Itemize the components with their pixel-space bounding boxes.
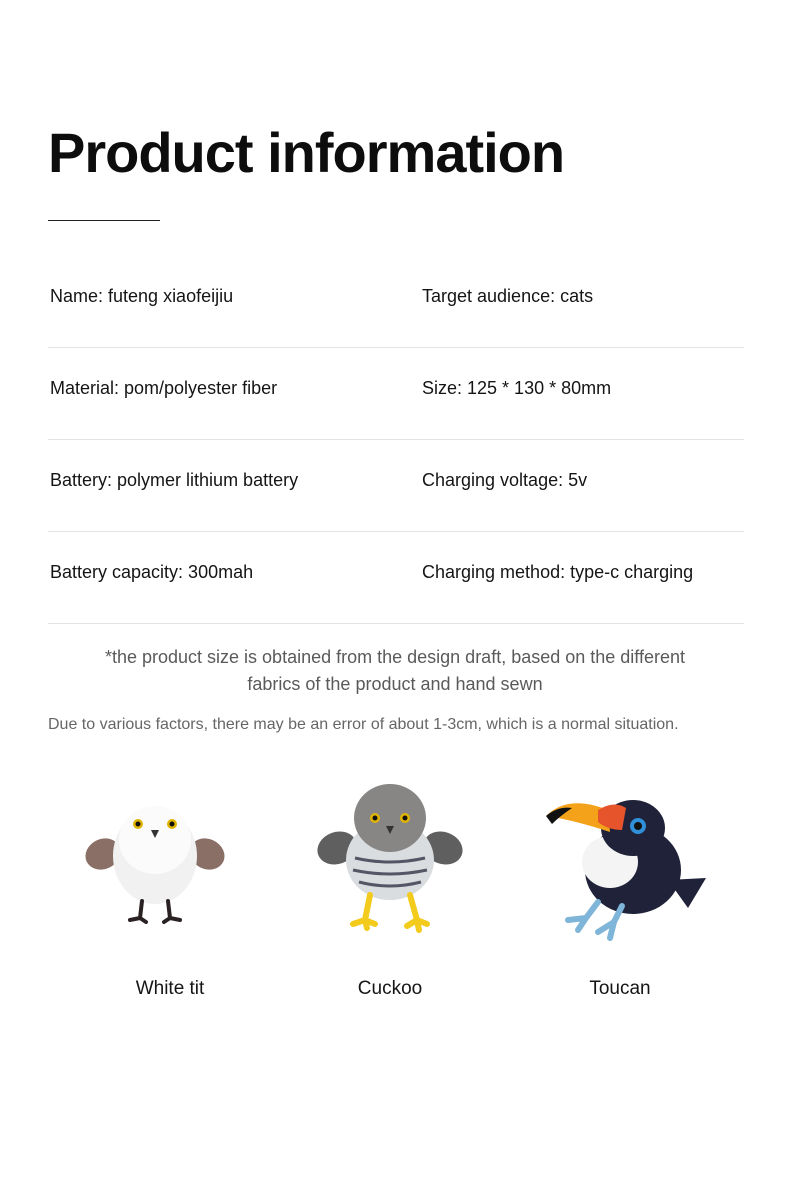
spec-row — [48, 348, 744, 440]
spec-size: Size: 125 * 130 * 80mm — [422, 378, 612, 398]
spec-material: Material: pom/polyester fiber — [50, 378, 278, 398]
product-label-cuckoo: Cuckoo — [357, 978, 423, 999]
spec-row — [48, 440, 744, 532]
spec-table — [48, 256, 744, 624]
spec-target-audience: Target audience: cats — [422, 286, 594, 306]
spec-battery-capacity: Battery capacity: 300mah — [50, 562, 254, 582]
page-title: Product information — [48, 121, 565, 184]
size-note-line1: *the product size is obtained from the design draft, based on the different — [104, 647, 686, 667]
spec-charging-voltage: Charging voltage: 5v — [422, 470, 588, 490]
cuckoo-plush-icon — [305, 770, 475, 940]
size-note-line2: fabrics of the product and hand sewn — [247, 674, 543, 694]
product-label-toucan: Toucan — [589, 978, 651, 999]
spec-battery: Battery: polymer lithium battery — [50, 470, 299, 490]
spec-charging-method: Charging method: type-c charging — [422, 562, 694, 582]
white-tit-plush-icon — [70, 768, 240, 938]
title-underline — [48, 220, 160, 221]
spec-name: Name: futeng xiaofeijiu — [50, 286, 234, 306]
toucan-plush-icon — [538, 770, 713, 945]
product-label-white-tit: White tit — [135, 978, 205, 999]
spec-row — [48, 256, 744, 348]
spec-row — [48, 532, 744, 624]
error-note: Due to various factors, there may be an error of about 1-3cm, which is a normal situation. — [48, 716, 679, 733]
size-note — [0, 644, 790, 698]
